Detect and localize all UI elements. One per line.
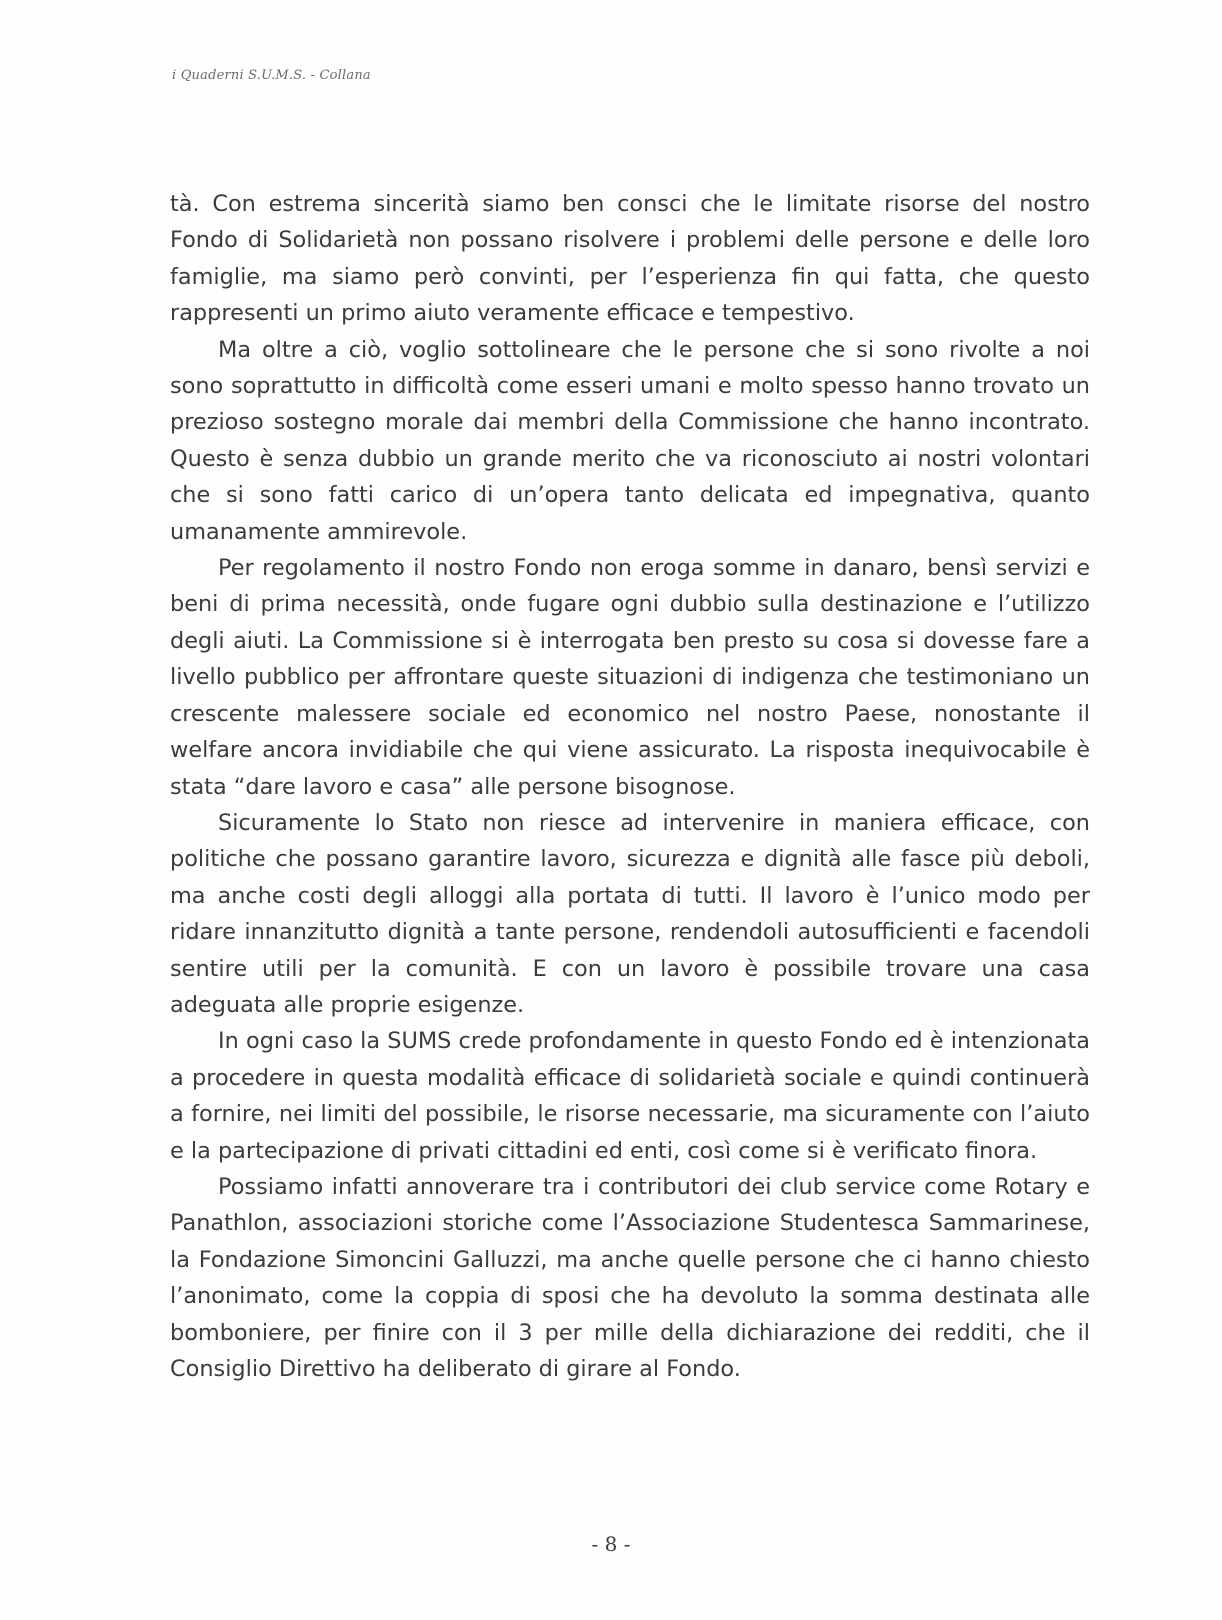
- running-header: i Quaderni S.U.M.S. - Collana: [172, 68, 371, 83]
- paragraph: In ogni caso la SUMS crede profondamente in questo Fondo ed è intenzionata a procedere in questa modalità efficace di solidarietà sociale e quindi continuerà a fornire, nei limiti del possibile, le risorse necessarie, ma sicuramente con l’aiuto e la partecipazione di privati cittadini ed enti, così come si è verificato finora.: [170, 1028, 1090, 1164]
- paragraph: Per regolamento il nostro Fondo non eroga somme in danaro, bensì servizi e beni di prima necessità, onde fugare ogni dubbio sulla destinazione e l’utilizzo degli aiuti. La Commissione si è interrogata ben presto su cosa si dovesse fare a livello pubblico per affrontare queste situazioni di indigenza che testimoniano un crescente malessere sociale ed economico nel nostro Paese, nonostante il welfare ancora invidiabile che qui viene assicurato. La risposta inequivocabile è stata “dare lavoro e casa” alle persone bisognose.: [170, 555, 1090, 800]
- body-text: [170, 186, 1090, 1387]
- paragraph: tà. Con estrema sincerità siamo ben consci che le limitate risorse del nostro Fondo di Solidarietà non possano risolvere i problemi delle persone e delle loro famiglie, ma siamo però convinti, per l’esperienza fin qui fatta, che questo rappresenti un primo aiuto veramente efficace e tempestivo.: [170, 191, 1090, 327]
- paragraph: Possiamo infatti annoverare tra i contributori dei club service come Rotary e Panathlon, associazioni storiche come l’Associazione Studentesca Sammarinese, la Fondazione Simoncini Galluzzi, ma anche quelle persone che ci hanno chiesto l’anonimato, come la coppia di sposi che ha devoluto la somma destinata alle bomboniere, per finire con il 3 per mille della dichiarazione dei redditi, che il Consiglio Direttivo ha deliberato di girare al Fondo.: [170, 1173, 1090, 1382]
- paragraph: Sicuramente lo Stato non riesce ad intervenire in maniera efficace, con politiche che possano garantire lavoro, sicurezza e dignità alle fasce più deboli, ma anche costi degli alloggi alla portata di tutti. Il lavoro è l’unico modo per ridare innanzitutto dignità a tante persone, rendendoli autosufficienti e facendoli sentire utili per la comunità. E con un lavoro è possibile trovare una casa adeguata alle proprie esigenze.: [170, 809, 1090, 1018]
- paragraph: Ma oltre a ciò, voglio sottolineare che le persone che si sono rivolte a noi sono soprattutto in difficoltà come esseri umani e molto spesso hanno trovato un prezioso sostegno morale dai membri della Commissione che hanno incontrato. Questo è senza dubbio un grande merito che va riconosciuto ai nostri volontari che si sono fatti carico di un’opera tanto delicata ed impegnativa, quanto umanamente ammirevole.: [170, 336, 1090, 545]
- page-number: - 8 -: [591, 1532, 631, 1556]
